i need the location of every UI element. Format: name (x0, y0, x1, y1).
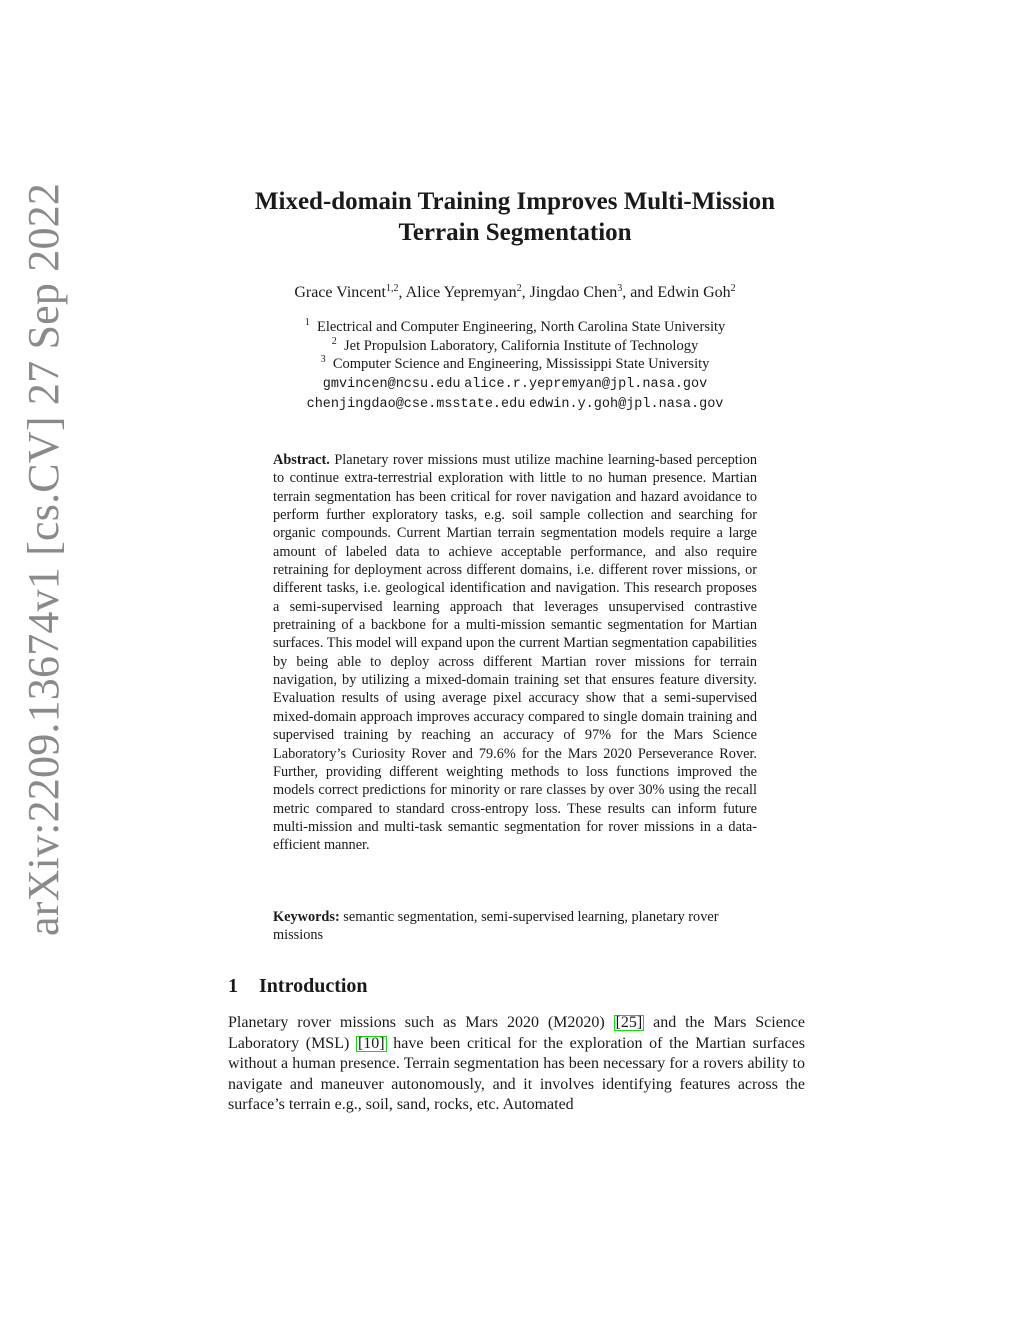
affiliation-text: Computer Science and Engineering, Mississippi State University (332, 356, 710, 373)
author-affiliation-mark: 1,2 (385, 283, 399, 294)
author-separator: , (398, 284, 406, 301)
abstract (273, 451, 757, 855)
author-affiliation-mark: 2 (730, 283, 736, 294)
title-line-2: Terrain Segmentation (398, 219, 632, 246)
introduction-paragraph (228, 1013, 805, 1116)
intro-text: have been critical for the exploration of the Martian surfaces without a human presence. Terrain segmentation has been necessary for a rovers ability to navigate and maneuver autonomously, and it involves identifying features across the surface’s terrain e.g., soil, sand, rocks, etc. Automated (228, 1034, 805, 1114)
email-link[interactable]: chenjingdao@cse.msstate.edu (306, 397, 526, 413)
paper-title (180, 186, 850, 248)
author-name: Alice Yepremyan (405, 284, 517, 301)
affiliations (180, 318, 850, 415)
abstract-label: Abstract. (273, 452, 330, 468)
section-title: Introduction (259, 975, 368, 997)
affiliation-text: Jet Propulsion Laboratory, California Institute of Technology (344, 337, 699, 354)
author-name: Jingdao Chen (529, 284, 618, 301)
email-row (180, 394, 850, 415)
keywords (273, 908, 757, 945)
intro-text: Planetary rover missions such as Mars 2020 (M2020) (228, 1014, 614, 1031)
author-list (180, 282, 850, 304)
affiliation-text: Electrical and Computer Engineering, North Carolina State University (316, 319, 726, 335)
affiliation-number: 2 (331, 335, 337, 347)
email-link[interactable]: alice.r.yepremyan@jpl.nasa.gov (464, 376, 708, 392)
arxiv-identifier-stamp: arXiv:2209.13674v1 [cs.CV] 27 Sep 2022 (19, 182, 68, 936)
email-link[interactable]: edwin.y.goh@jpl.nasa.gov (528, 397, 724, 413)
author-separator: , (521, 284, 530, 301)
author-separator: , and (622, 284, 658, 301)
section-heading-introduction (228, 972, 808, 1000)
citation-link[interactable]: [25] (615, 1014, 643, 1031)
section-number: 1 (228, 975, 238, 997)
email-row (180, 374, 850, 395)
author-name: Edwin Goh (657, 284, 731, 301)
affiliation-number: 3 (320, 354, 326, 366)
keywords-label: Keywords: (273, 909, 340, 925)
author-affiliation-mark: 2 (516, 283, 522, 294)
affiliation-row (180, 355, 850, 374)
affiliation-row (180, 337, 850, 356)
affiliation-number: 1 (304, 317, 310, 328)
author-affiliation-mark: 3 (617, 283, 623, 294)
intro-text: and the Mars Science Laboratory (MSL) (228, 1014, 805, 1052)
author-name: Grace Vincent (294, 284, 386, 301)
email-link[interactable]: gmvincen@ncsu.edu (322, 376, 461, 392)
affiliation-row (180, 318, 850, 337)
abstract-text: Planetary rover missions must utilize machine learning-based perception to continue extra-terrestrial exploration with little to no human presence. Martian terrain segmentation has been critical for rover navigation and hazard avoidance to perform further exploratory tasks, e.g. soil sample collection and searching for organic compounds. Current Martian terrain segmentation models require a large amount of labeled data to achieve acceptable performance, and also require retraining for deployment across different domains, i.e. different rover missions, or different tasks, i.e. geological identification and navigation. This research proposes a semi-supervised learning approach that leverages unsupervised contrastive pretraining of a backbone for a multi-mission semantic segmentation for Martian surfaces. This model will expand upon the current Martian segmentation capabilities by being able to deploy across different Martian rover missions for terrain navigation, by utilizing a mixed-domain training set that ensures feature diversity. Evaluation results of using average pixel accuracy show that a semi-supervised mixed-domain approach improves accuracy compared to single domain training and supervised training by reaching an accuracy of 97% for the Mars Science Laboratory’s Curiosity Rover and 79.6% for the Mars 2020 Perseverance Rover. Further, providing different weighting methods to loss functions improved the models correct predictions for minority or rare classes by over 30% using the recall metric compared to standard cross-entropy loss. These results can inform future multi-mission and multi-task semantic segmentation for rover missions in a data-efficient manner. (273, 452, 757, 854)
keywords-text: semantic segmentation, semi-supervised learning, planetary rover missions (273, 909, 719, 944)
title-line-1: Mixed-domain Training Improves Multi-Mission (254, 188, 776, 215)
citation-link[interactable]: [10] (357, 1034, 385, 1052)
